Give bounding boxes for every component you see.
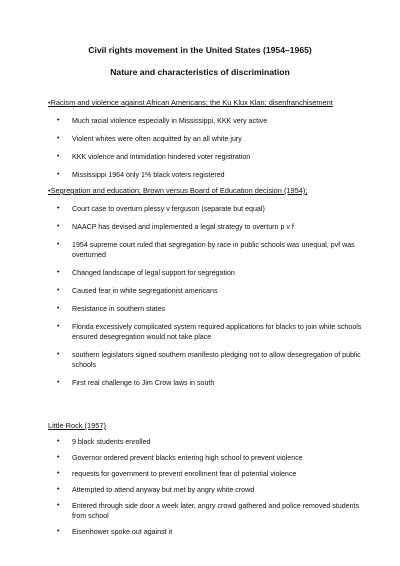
list-item: • Resistance in southern states	[48, 304, 368, 314]
document-title: Civil rights movement in the United States (1954–1965)	[88, 45, 312, 55]
list-item: • 1954 supreme court ruled that segregation by race in public schools was unequal, pvf was overturned	[48, 240, 368, 260]
section-heading: Little Rock (1957)	[48, 421, 106, 430]
section-heading: •Racism and violence against African Americans; the Ku Klux Klan; disenfranchisement	[48, 98, 333, 107]
list-item: • Violent whites were often acquitted by an all white jury	[48, 134, 368, 144]
section-heading: •Segregation and education; Brown versus Board of Education decision (1954);	[48, 186, 308, 195]
bullet-list	[48, 204, 368, 388]
document-subtitle: Nature and characteristics of discrimination	[110, 67, 290, 77]
list-item: • Governor ordered prevent blacks entering high school to prevent violence	[48, 453, 368, 463]
bullet-list	[48, 437, 368, 537]
list-item: • Eisenhower spoke out against it	[48, 527, 368, 537]
list-item: • Caused fear in white segregationist americans	[48, 286, 368, 296]
list-item: • Florida excessively complicated system required applications for blacks to join white schools ensured desegregation would not take place	[48, 322, 368, 342]
list-item: • Court case to overturn plessy v ferguson (separate but equal)	[48, 204, 368, 214]
list-item: • requests for government to prevent enrollment fear of potential violence	[48, 469, 368, 479]
list-item: • KKK violence and intimidation hindered voter registration	[48, 152, 368, 162]
list-item: • First real challenge to Jim Crow laws in south	[48, 378, 368, 388]
list-item: • 9 black students enrolled	[48, 437, 368, 447]
section-segregation-education	[48, 186, 368, 388]
list-item: • southern legislators signed southern manifesto pledging not to allow desegregation of public schools	[48, 350, 368, 370]
section-little-rock	[48, 421, 368, 537]
list-item: • Entered through side door a week later, angry crowd gathered and police removed students from school	[48, 501, 368, 521]
bullet-list	[48, 116, 368, 180]
list-item: • Mississippi 1964 only 1% black voters registered	[48, 170, 368, 180]
list-item: • Attempted to attend anyway but met by angry white crowd	[48, 485, 368, 495]
section-racism-violence	[48, 98, 368, 180]
list-item: • Changed landscape of legal support for segregation	[48, 268, 368, 278]
list-item: • Much racial violence especially in Mississippi, KKK very active	[48, 116, 368, 126]
list-item: • NAACP has devised and implemented a legal strategy to overturn p v f	[48, 222, 368, 232]
